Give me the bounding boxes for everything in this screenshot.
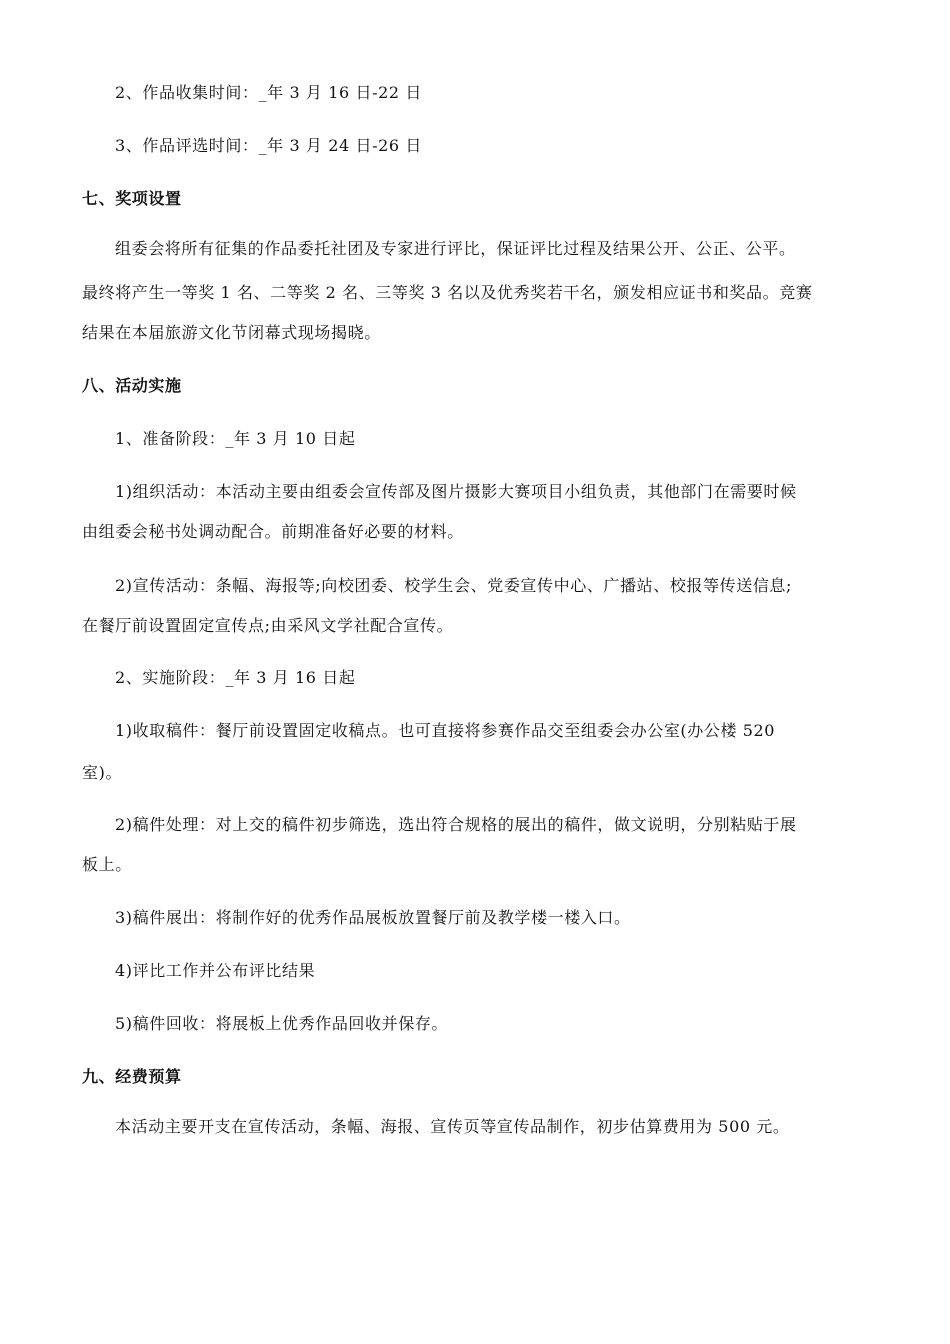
exhibit-manuscripts: 3)稿件展出：将制作好的优秀作品展板放置餐厅前及教学楼一楼入口。 [115,908,631,927]
section-7-paragraph-line-1: 组委会将所有征集的作品委托社团及专家进行评比，保证评比过程及结果公开、公正、公平。 [115,239,796,258]
process-manuscripts-line-2: 板上。 [82,855,132,874]
schedule-judging-time: 3、作品评选时间：_年 3 月 24 日-26 日 [115,136,422,155]
collect-manuscripts-line-1: 1)收取稿件：餐厅前设置固定收稿点。也可直接将参赛作品交至组委会办公室(办公楼 520 [115,721,776,740]
section-7-paragraph-line-2: 最终将产生一等奖 1 名、二等奖 2 名、三等奖 3 名以及优秀奖若干名，颁发相应证书和奖品。竞赛 [82,283,813,302]
process-manuscripts-line-1: 2)稿件处理：对上交的稿件初步筛选，选出符合规格的展出的稿件，做文说明，分别粘贴于展 [115,815,797,834]
section-9-heading: 九、经费预算 [82,1067,182,1086]
section-7-heading: 七、奖项设置 [82,189,182,208]
section-7-paragraph-line-3: 结果在本届旅游文化节闭幕式现场揭晓。 [82,323,381,342]
budget-paragraph: 本活动主要开支在宣传活动，条幅、海报、宣传页等宣传品制作，初步估算费用为 500 元。 [115,1117,790,1136]
recover-manuscripts: 5)稿件回收：将展板上优秀作品回收并保存。 [115,1014,449,1033]
preparation-stage: 1、准备阶段：_年 3 月 10 日起 [115,429,356,448]
judging-work: 4)评比工作并公布评比结果 [115,961,316,980]
publicity-activity-line-2: 在餐厅前设置固定宣传点;由采风文学社配合宣传。 [82,616,454,635]
publicity-activity-line-1: 2)宣传活动：条幅、海报等;向校团委、校学生会、党委宣传中心、广播站、校报等传送信息; [115,576,793,595]
organize-activity-line-1: 1)组织活动：本活动主要由组委会宣传部及图片摄影大赛项目小组负责，其他部门在需要时候 [115,482,797,501]
organize-activity-line-2: 由组委会秘书处调动配合。前期准备好必要的材料。 [82,522,464,541]
collect-manuscripts-line-2: 室)。 [82,763,123,782]
schedule-collection-time: 2、作品收集时间：_年 3 月 16 日-22 日 [115,83,422,102]
implementation-stage: 2、实施阶段：_年 3 月 16 日起 [115,668,356,687]
section-8-heading: 八、活动实施 [82,376,182,395]
